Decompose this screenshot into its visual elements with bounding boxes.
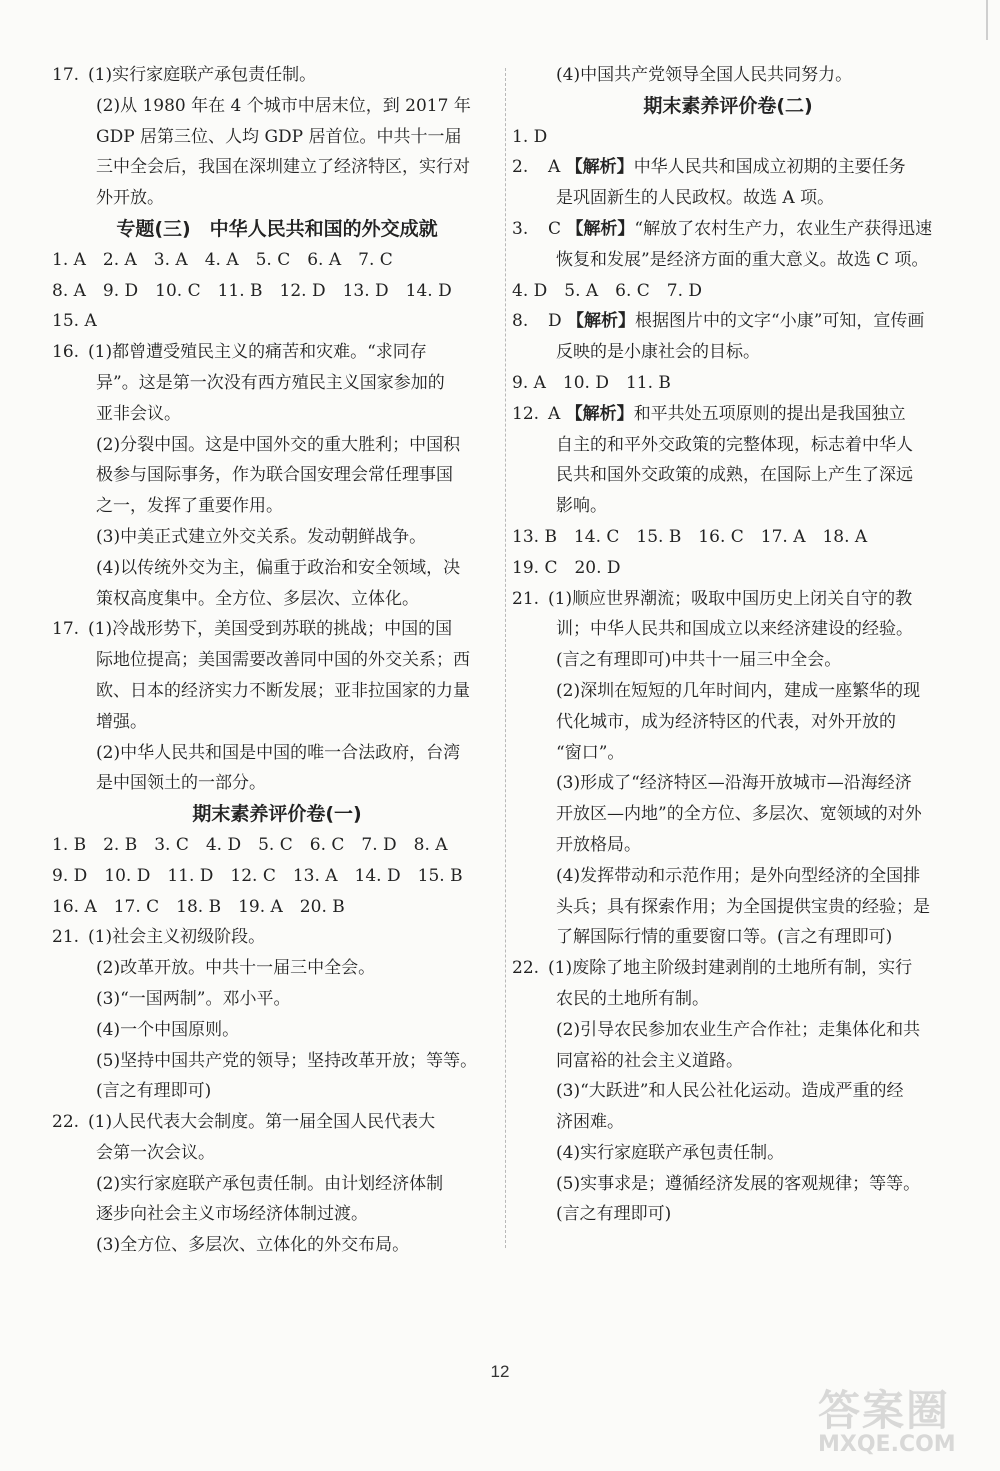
watermark-logo (818, 1378, 988, 1468)
answer-text (548, 214, 932, 245)
answer-continuation: 农民的土地所有制。 (556, 988, 709, 1009)
choice-answers-line: 4. D 5. A 6. C 7. D (512, 280, 703, 301)
answer-continuation: 头兵；具有探索作用；为全国提供宝贵的经验；是 (556, 896, 930, 917)
question-line (512, 953, 944, 984)
answer-text (88, 922, 265, 953)
answer-continuation: 之一，发挥了重要作用。 (96, 496, 283, 517)
answer-continuation: 代化城市，成为经济特区的代表，对外开放的 (556, 711, 896, 732)
question-line (512, 399, 944, 430)
answer-choice: A (548, 403, 566, 424)
choice-answers-line: 1. A 2. A 3. A 4. A 5. C 6. A 7. C (52, 249, 393, 270)
answer-continuation: 反映的是小康社会的目标。 (556, 342, 760, 363)
question-line (52, 922, 502, 953)
answer-continuation: (4)发挥带动和示范作用；是外向型经济的全国排 (556, 865, 921, 886)
answer-continuation: 开放区—内地”的全方位、多层次、宽领域的对外 (556, 804, 922, 825)
answer-continuation: (2)深圳在短短的几年时间内，建成一座繁华的现 (556, 680, 921, 701)
answer-continuation: 是中国领土的一部分。 (96, 773, 266, 794)
answer-continuation: (2)分裂中国。这是中国外交的重大胜利；中国积 (96, 434, 461, 455)
analysis-tag: 【解析】 (565, 403, 634, 424)
answer-continuation: (2)引导农民参加农业生产合作社；走集体化和共 (556, 1019, 921, 1040)
answer-continuation: 增强。 (96, 711, 147, 732)
answer-continuation: 影响。 (556, 496, 607, 517)
answer-continuation: (4)以传统外交为主，偏重于政治和安全领域，决 (96, 557, 461, 578)
answer-continuation: 外开放。 (96, 188, 164, 209)
answer-continuation: (4)中国共产党领导全国人民共同努力。 (556, 65, 853, 85)
question-line (52, 337, 502, 368)
answer-text (88, 60, 316, 91)
answer-continuation: 济困难。 (556, 1112, 624, 1133)
answer-continuation: 了解国际行情的重要窗口等。(言之有理即可) (556, 927, 893, 948)
choice-answers-line: 16. A 17. C 18. B 19. A 20. B (52, 896, 345, 917)
question-number: 22. (512, 958, 540, 979)
choice-answers-line: 1. D (512, 126, 548, 147)
left-answer-column (52, 60, 502, 1261)
question-line (52, 614, 502, 645)
answer-continuation: 同富裕的社会主义道路。 (556, 1050, 743, 1071)
answer-continuation: 际地位提高；美国需要改善同中国的外交关系；西 (96, 650, 470, 671)
answer-continuation: 开放格局。 (556, 834, 641, 855)
answer-continuation: 自主的和平外交政策的完整体现，标志着中华人 (556, 434, 913, 455)
question-line (512, 214, 944, 245)
question-number: 21. (512, 588, 540, 609)
column-divider (505, 68, 506, 1248)
page-number: 12 (490, 1362, 510, 1381)
answer-continuation: (言之有理即可)中共十一届三中全会。 (556, 650, 842, 671)
question-number: 22. (52, 1112, 80, 1133)
answer-continuation: (3)“大跃进”和人民公社化运动。造成严重的经 (556, 1081, 904, 1102)
answer-continuation: (3)中美正式建立外交关系。发动朝鲜战争。 (96, 526, 427, 547)
answer-continuation: 是巩固新生的人民政权。故选 A 项。 (556, 188, 835, 209)
answer-text (548, 306, 924, 337)
section-heading: 期末素养评价卷(二) (643, 94, 813, 117)
answer-continuation: 三中全会后，我国在深圳建立了经济特区，实行对 (96, 157, 470, 178)
answer-continuation: (3)全方位、多层次、立体化的外交布局。 (96, 1235, 410, 1256)
answer-continuation: 欧、日本的经济实力不断发展；亚非拉国家的力量 (96, 680, 470, 701)
answer-content: (1)实行家庭联产承包责任制。 (88, 65, 317, 85)
answer-continuation: (4)实行家庭联产承包责任制。 (556, 1142, 785, 1163)
question-line (512, 152, 944, 183)
question-number: 17. (52, 619, 80, 640)
answer-text (548, 953, 912, 984)
answer-text (548, 584, 912, 615)
question-number: 12. (512, 403, 540, 424)
analysis-tag: 【解析】 (566, 218, 635, 239)
answer-continuation: (言之有理即可) (556, 1204, 672, 1225)
question-line (512, 306, 944, 337)
answer-continuation: 异”。这是第一次没有西方殖民主义国家参加的 (96, 372, 445, 393)
choice-answers-line: 19. C 20. D (512, 557, 621, 578)
analysis-tag: 【解析】 (567, 311, 636, 332)
answer-continuation: 训；中华人民共和国成立以来经济建设的经验。 (556, 619, 913, 640)
question-line (512, 584, 944, 615)
question-line (52, 60, 502, 91)
answer-continuation: (4)一个中国原则。 (96, 1019, 240, 1040)
answer-content: 和平共处五项原则的提出是我国独立 (633, 403, 906, 424)
choice-answers-line: 13. B 14. C 15. B 16. C 17. A 18. A (512, 526, 868, 547)
answer-content: (1)都曾遭受殖民主义的痛苦和灾难。“求同存 (88, 342, 427, 363)
choice-answers-line: 9. A 10. D 11. B (512, 372, 671, 393)
answer-continuation: 逐步向社会主义市场经济体制过渡。 (96, 1204, 368, 1225)
answer-choice: D (548, 311, 568, 332)
question-number: 8. (512, 311, 529, 332)
section-heading: 专题(三) 中华人民共和国的外交成就 (116, 217, 438, 240)
watermark-line2: MXQE.COM (818, 1432, 956, 1457)
answer-continuation: (2)从 1980 年在 4 个城市中居末位，到 2017 年 (96, 95, 471, 116)
answer-text (88, 614, 452, 645)
answer-continuation: 策权高度集中。全方位、多层次、立体化。 (96, 588, 419, 609)
choice-answers-line: 1. B 2. B 3. C 4. D 5. C 6. C 7. D 8. A (52, 834, 448, 855)
question-line (52, 1107, 502, 1138)
answer-content: (1)废除了地主阶级封建剥削的土地所有制，实行 (548, 958, 913, 979)
answer-continuation: (5)实事求是；遵循经济发展的客观规律；等等。 (556, 1173, 921, 1194)
answer-continuation: 亚非会议。 (96, 403, 181, 424)
answer-continuation: (3)“一国两制”。邓小平。 (96, 988, 291, 1009)
section-heading: 期末素养评价卷(一) (192, 803, 362, 826)
right-answer-column (512, 60, 944, 1230)
answer-content: (1)人民代表大会制度。第一届全国人民代表大 (88, 1112, 436, 1133)
answer-content: “解放了农村生产力，农业生产获得迅速 (634, 218, 933, 239)
question-number: 21. (52, 927, 80, 948)
answer-content: (1)顺应世界潮流；吸取中国历史上闭关自守的教 (548, 588, 913, 609)
answer-continuation: (2)改革开放。中共十一届三中全会。 (96, 958, 376, 979)
choice-answers-line: 8. A 9. D 10. C 11. B 12. D 13. D 14. D (52, 280, 452, 301)
answer-continuation: (2)实行家庭联产承包责任制。由计划经济体制 (96, 1173, 444, 1194)
choice-answers-line: 15. A (52, 311, 97, 332)
answer-text (548, 152, 906, 183)
watermark-line1: 答案圈 (818, 1386, 951, 1435)
question-number: 17. (52, 65, 80, 85)
answer-continuation: (言之有理即可) (96, 1081, 212, 1102)
question-number: 3. (512, 218, 529, 239)
answer-content: (1)冷战形势下，美国受到苏联的挑战；中国的国 (88, 619, 453, 640)
answer-continuation: 极参与国际事务，作为联合国安理会常任理事国 (96, 465, 453, 486)
answer-continuation: 会第一次会议。 (96, 1142, 215, 1163)
answer-continuation: (5)坚持中国共产党的领导；坚持改革开放；等等。 (96, 1050, 478, 1071)
answer-content: (1)社会主义初级阶段。 (88, 927, 266, 948)
answer-content: 根据图片中的文字“小康”可知，宣传画 (635, 311, 925, 332)
answer-choice: C (548, 218, 567, 239)
question-number: 16. (52, 342, 80, 363)
answer-continuation: “窗口”。 (556, 742, 625, 763)
answer-content: 中华人民共和国成立初期的主要任务 (633, 157, 906, 178)
answer-choice: A (548, 157, 566, 178)
answer-text (88, 337, 427, 368)
answer-continuation: 恢复和发展”是经济方面的重大意义。故选 C 项。 (556, 249, 929, 270)
page-edge-mark (986, 0, 988, 40)
answer-continuation: 民共和国外交政策的成熟，在国际上产生了深远 (556, 465, 913, 486)
answer-continuation: GDP 居第三位、人均 GDP 居首位。中共十一届 (96, 126, 462, 147)
choice-answers-line: 9. D 10. D 11. D 12. C 13. A 14. D 15. B (52, 865, 463, 886)
answer-continuation: (3)形成了“经济特区—沿海开放城市—沿海经济 (556, 773, 912, 794)
analysis-tag: 【解析】 (565, 157, 634, 178)
answer-continuation: (2)中华人民共和国是中国的唯一合法政府，台湾 (96, 742, 461, 763)
answer-text (548, 399, 906, 430)
answer-text (88, 1107, 435, 1138)
question-number: 2. (512, 157, 529, 178)
